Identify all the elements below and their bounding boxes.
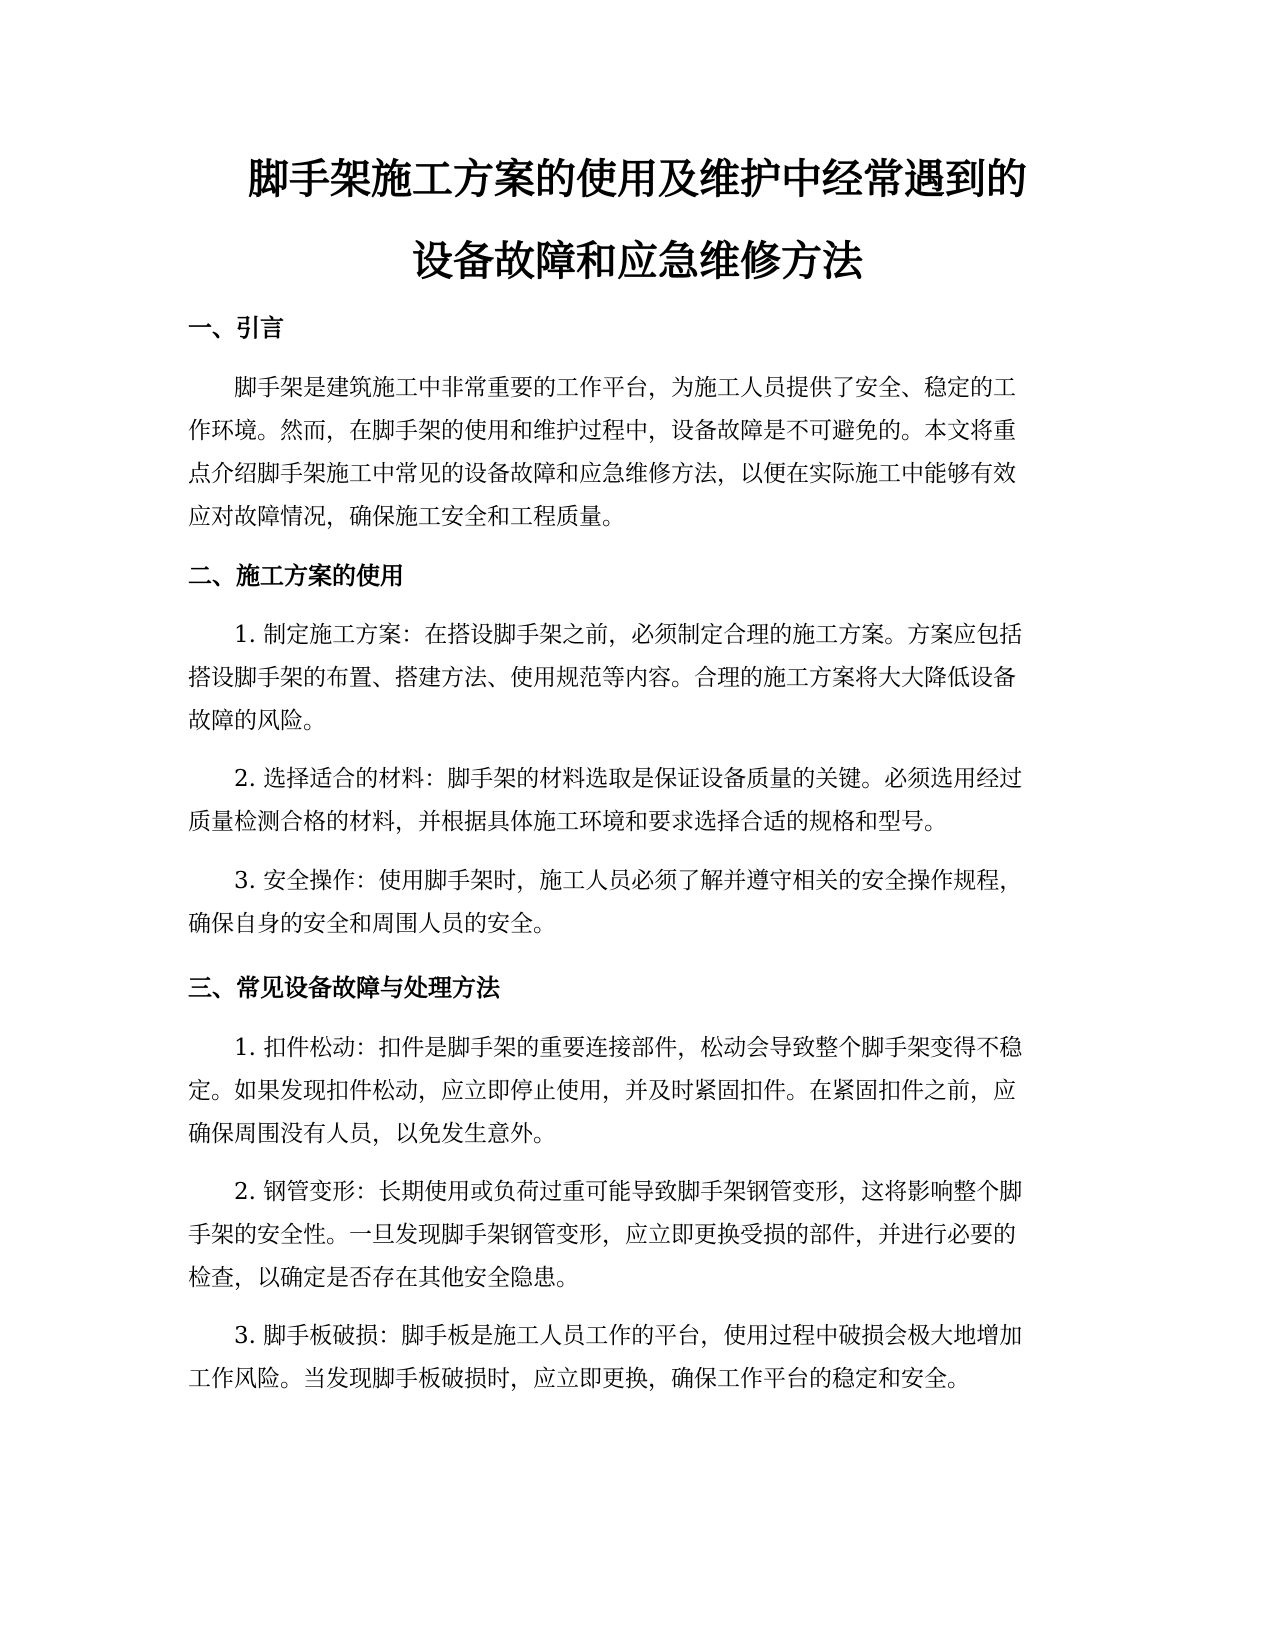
paragraph-line: 点介绍脚手架施工中常见的设备故障和应急维修方法，以便在实际施工中能够有效 xyxy=(188,461,1016,487)
document-title-line-2: 设备故障和应急维修方法 xyxy=(412,237,863,285)
paragraph-line: 确保自身的安全和周围人员的安全。 xyxy=(188,911,556,937)
paragraph-line: 2. 钢管变形：长期使用或负荷过重可能导致脚手架钢管变形，这将影响整个脚 xyxy=(234,1179,1023,1205)
paragraph-line: 搭设脚手架的布置、搭建方法、使用规范等内容。合理的施工方案将大大降低设备 xyxy=(188,665,1016,691)
document-title-line-1: 脚手架施工方案的使用及维护中经常遇到的 xyxy=(248,155,1027,203)
paragraph-faults-3 xyxy=(188,1315,1088,1401)
paragraph-line: 1. 扣件松动：扣件是脚手架的重要连接部件，松动会导致整个脚手架变得不稳 xyxy=(234,1035,1023,1061)
paragraph-line: 故障的风险。 xyxy=(188,708,326,734)
paragraph-line: 质量检测合格的材料，并根据具体施工环境和要求选择合适的规格和型号。 xyxy=(188,809,947,835)
paragraph-line: 确保周围没有人员，以免发生意外。 xyxy=(188,1121,556,1147)
paragraph-line: 工作风险。当发现脚手板破损时，应立即更换，确保工作平台的稳定和安全。 xyxy=(188,1366,970,1392)
section-heading-introduction: 一、引言 xyxy=(188,314,284,342)
paragraph-introduction xyxy=(188,367,1088,539)
paragraph-line: 3. 安全操作：使用脚手架时，施工人员必须了解并遵守相关的安全操作规程， xyxy=(234,868,1023,894)
paragraph-faults-2 xyxy=(188,1171,1088,1300)
paragraph-line: 1. 制定施工方案：在搭设脚手架之前，必须制定合理的施工方案。方案应包括 xyxy=(234,622,1023,648)
paragraph-line: 检查，以确定是否存在其他安全隐患。 xyxy=(188,1265,579,1291)
paragraph-plan-usage-3 xyxy=(188,860,1088,946)
paragraph-line: 作环境。然而，在脚手架的使用和维护过程中，设备故障是不可避免的。本文将重 xyxy=(188,418,1016,444)
section-heading-plan-usage: 二、施工方案的使用 xyxy=(188,562,404,590)
paragraph-line: 脚手架是建筑施工中非常重要的工作平台，为施工人员提供了安全、稳定的工 xyxy=(234,375,1016,401)
paragraph-line: 应对故障情况，确保施工安全和工程质量。 xyxy=(188,504,625,530)
paragraph-plan-usage-1 xyxy=(188,614,1088,743)
paragraph-plan-usage-2 xyxy=(188,758,1088,844)
paragraph-line: 3. 脚手板破损：脚手板是施工人员工作的平台，使用过程中破损会极大地增加 xyxy=(234,1323,1023,1349)
paragraph-line: 定。如果发现扣件松动，应立即停止使用，并及时紧固扣件。在紧固扣件之前，应 xyxy=(188,1078,1016,1104)
section-heading-common-faults: 三、常见设备故障与处理方法 xyxy=(188,974,500,1002)
paragraph-line: 手架的安全性。一旦发现脚手架钢管变形，应立即更换受损的部件，并进行必要的 xyxy=(188,1222,1016,1248)
paragraph-line: 2. 选择适合的材料：脚手架的材料选取是保证设备质量的关键。必须选用经过 xyxy=(234,766,1023,792)
paragraph-faults-1 xyxy=(188,1027,1088,1156)
